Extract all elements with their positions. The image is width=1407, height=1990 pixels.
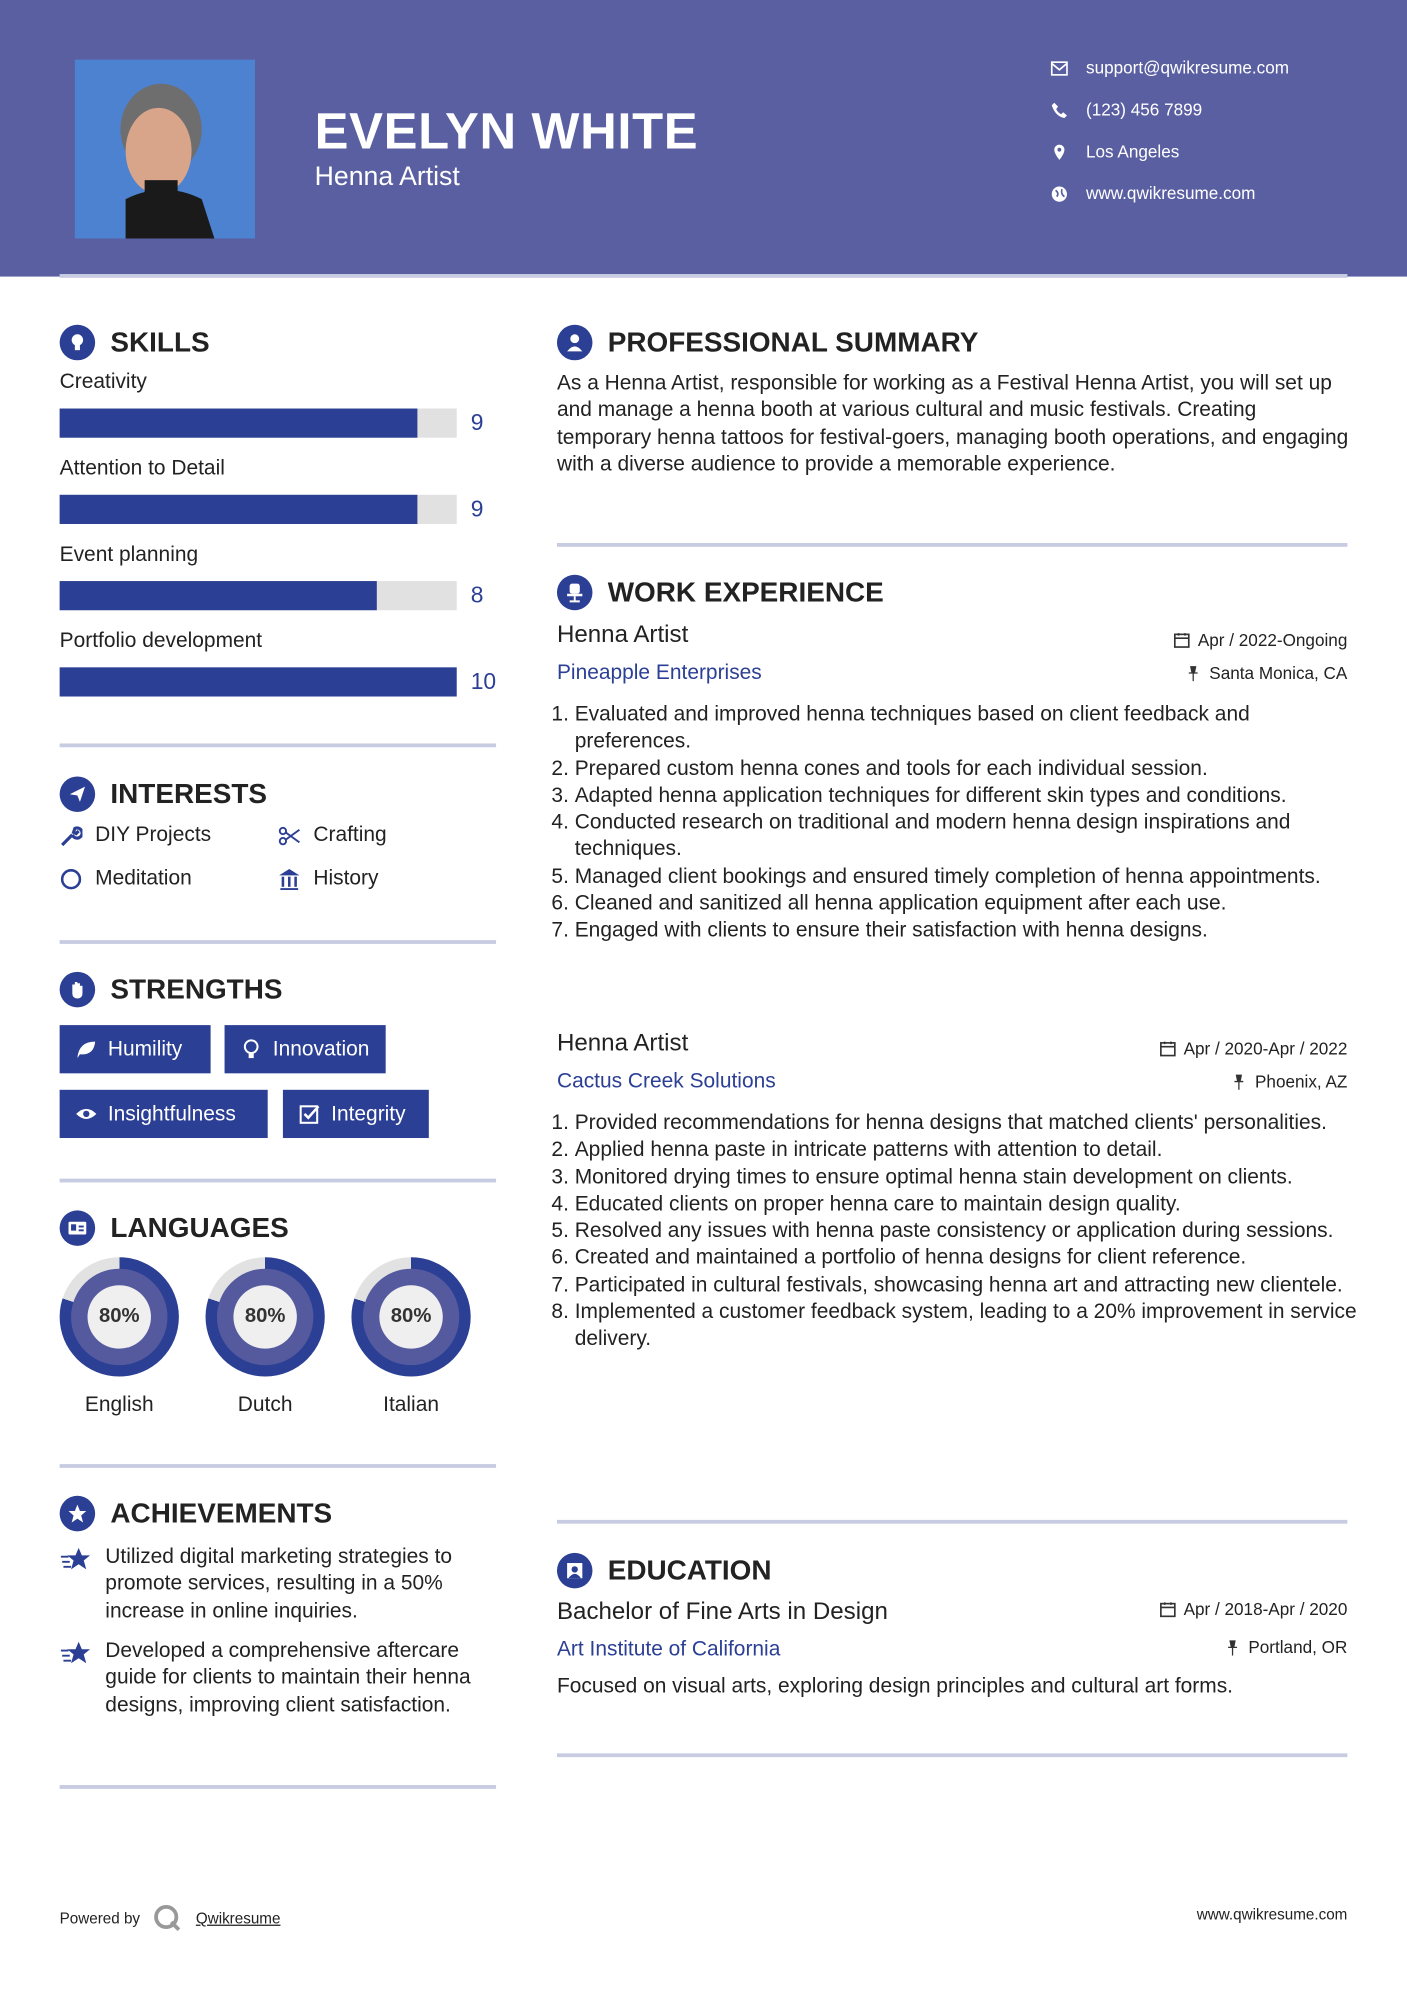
- job-location: [1185, 664, 1347, 683]
- contact-email[interactable]: [1050, 58, 1289, 77]
- pin-icon: [1185, 665, 1201, 681]
- calendar-icon: [1159, 1601, 1175, 1617]
- website-text: www.qwikresume.com: [1086, 183, 1256, 203]
- strength-label: Innovation: [272, 1037, 370, 1060]
- language-percent: 80%: [233, 1285, 296, 1348]
- lightbulb-icon: [240, 1038, 263, 1061]
- section-title: STRENGTHS: [110, 973, 283, 1005]
- job-dates: [1159, 1039, 1347, 1058]
- calendar-icon: [1159, 1040, 1175, 1056]
- duty-item: 4. Educated clients on proper henna care to maintain design quality.: [575, 1191, 1368, 1218]
- contact-location: [1050, 142, 1179, 161]
- duty-item: 8. Implemented a customer feedback system, leading to a 20% improvement in service delivery.: [575, 1299, 1368, 1353]
- language-label: Dutch: [237, 1393, 293, 1416]
- degree: Bachelor of Fine Arts in Design: [556, 1598, 888, 1626]
- education-description: Focused on visual arts, exploring design principles and cultural art forms.: [556, 1674, 1233, 1698]
- star-icon: [60, 1640, 93, 1668]
- skill-bar: [60, 581, 457, 610]
- interest-label: DIY Projects: [95, 823, 212, 847]
- duty-item: 5. Managed client bookings and ensured timely completion of henna appointments.: [575, 864, 1368, 891]
- achievement-item: [60, 1544, 491, 1625]
- education-dates: [1159, 1600, 1347, 1619]
- section-title: PROFESSIONAL SUMMARY: [607, 326, 979, 358]
- chair-icon: [557, 575, 593, 611]
- contact-website[interactable]: [1050, 184, 1255, 203]
- map-pin-icon: [1050, 143, 1068, 161]
- duties-list: [557, 702, 1368, 945]
- language-percent: 80%: [379, 1285, 442, 1348]
- duty-item: 2. Applied henna paste in intricate patterns with attention to detail.: [575, 1137, 1368, 1164]
- achievement-item: [60, 1638, 491, 1719]
- education-location: [1224, 1638, 1347, 1657]
- divider: [60, 743, 496, 747]
- divider: [60, 940, 496, 944]
- achievements-heading: [60, 1496, 333, 1532]
- skill-label: Event planning: [59, 543, 199, 566]
- duty-item: 4. Conducted research on traditional and modern henna design inspirations and techniques.: [575, 810, 1368, 864]
- interest-item: [278, 823, 387, 847]
- skill-bar: [60, 495, 457, 524]
- interest-label: Crafting: [313, 823, 387, 847]
- strength-label: Integrity: [331, 1101, 406, 1125]
- globe-icon: [1050, 185, 1068, 203]
- education-heading: [557, 1553, 772, 1589]
- phone-text: (123) 456 7899: [1086, 100, 1203, 120]
- skill-value: 8: [470, 582, 484, 608]
- languages-heading: [60, 1210, 289, 1246]
- wrench-icon: [60, 824, 83, 847]
- achievement-text: Utilized digital marketing strategies to promote services, resulting in a 50% increase in online inquiries.: [105, 1545, 453, 1623]
- strength-label: Insightfulness: [107, 1101, 236, 1125]
- skill-value: 9: [470, 409, 484, 436]
- section-title: EDUCATION: [607, 1554, 772, 1586]
- skill-bar-fill: [60, 581, 378, 610]
- strength-badge: [60, 1025, 211, 1073]
- email-text: support@qwikresume.com: [1086, 58, 1290, 78]
- duty-item: 3. Monitored drying times to ensure optimal henna stain development on clients.: [575, 1164, 1368, 1191]
- duty-item: 6. Created and maintained a portfolio of henna designs for client reference.: [575, 1245, 1368, 1272]
- bank-icon: [278, 867, 301, 890]
- job-dates: [1174, 631, 1348, 650]
- user-icon: [557, 325, 593, 361]
- duty-item: 7. Participated in cultural festivals, showcasing henna art and attracting new clientele.: [575, 1272, 1368, 1299]
- strengths-heading: [60, 972, 283, 1008]
- language-donut: [206, 1257, 325, 1376]
- divider: [557, 543, 1347, 547]
- calendar-icon: [1174, 632, 1190, 648]
- duty-item: 2. Prepared custom henna cones and tools for each individual session.: [575, 756, 1368, 783]
- skill-bar: [60, 409, 457, 438]
- paper-plane-icon: [60, 776, 96, 812]
- divider: [557, 1753, 1347, 1757]
- location-text: Los Angeles: [1086, 142, 1180, 162]
- company-name: Cactus Creek Solutions: [556, 1069, 776, 1093]
- skills-heading: [60, 325, 210, 361]
- skill-bar-fill: [60, 409, 417, 438]
- location-text: Phoenix, AZ: [1255, 1072, 1348, 1092]
- language-percent: 80%: [88, 1285, 151, 1348]
- envelope-icon: [1050, 59, 1068, 77]
- skill-bar: [60, 667, 457, 696]
- lightbulb-icon: [60, 325, 96, 361]
- footer-branding: [60, 1903, 281, 1933]
- language-label: English: [84, 1393, 154, 1416]
- duty-item: 6. Cleaned and sanitized all henna application equipment after each use.: [575, 891, 1368, 918]
- interests-heading: [60, 776, 267, 812]
- star-badge-icon: [60, 1496, 96, 1532]
- job-title: Henna Artist: [556, 621, 689, 649]
- check-square-icon: [298, 1103, 321, 1126]
- candidate-name: EVELYN WHITE: [314, 104, 699, 160]
- pin-icon: [1231, 1073, 1247, 1089]
- language-donut: [351, 1257, 470, 1376]
- location-text: Portland, OR: [1248, 1637, 1348, 1657]
- job-title: Henna Artist: [556, 1030, 689, 1057]
- interest-label: History: [313, 866, 379, 890]
- eye-icon: [75, 1103, 98, 1126]
- divider: [60, 1179, 496, 1183]
- duty-item: 1. Provided recommendations for henna designs that matched clients' personalities.: [575, 1110, 1368, 1137]
- experience-heading: [557, 575, 884, 611]
- scissors-icon: [278, 824, 301, 847]
- interest-item: [60, 867, 192, 891]
- company-name: Pineapple Enterprises: [556, 660, 762, 684]
- job-location: [1231, 1072, 1347, 1091]
- location-text: Santa Monica, CA: [1209, 663, 1348, 683]
- divider: [557, 1520, 1347, 1524]
- leaf-icon: [75, 1038, 98, 1061]
- strength-label: Humility: [107, 1037, 183, 1060]
- interest-label: Meditation: [95, 866, 192, 890]
- interest-item: [278, 867, 379, 891]
- skill-label: Attention to Detail: [59, 456, 225, 480]
- section-title: ACHIEVEMENTS: [110, 1497, 333, 1529]
- dates-text: Apr / 2020-Apr / 2022: [1183, 1039, 1348, 1059]
- skill-value: 9: [470, 496, 484, 522]
- footer-website[interactable]: www.qwikresume.com: [1196, 1905, 1348, 1924]
- section-title: WORK EXPERIENCE: [607, 575, 884, 608]
- duties-list: [557, 1110, 1368, 1353]
- hand-icon: [60, 972, 96, 1008]
- language-donut: [60, 1257, 179, 1376]
- duty-item: 1. Evaluated and improved henna techniques based on client feedback and preferences.: [575, 702, 1368, 756]
- pin-icon: [1224, 1639, 1240, 1655]
- duty-item: 5. Resolved any issues with henna paste consistency or application during sessions.: [575, 1218, 1368, 1245]
- divider: [60, 1785, 496, 1789]
- interest-item: [60, 823, 211, 847]
- contact-phone: [1050, 100, 1202, 119]
- duty-item: 3. Adapted henna application techniques for different skin types and conditions.: [575, 783, 1368, 810]
- strength-badge: [60, 1090, 268, 1138]
- duty-item: 7. Engaged with clients to ensure their satisfaction with henna designs.: [575, 918, 1368, 945]
- section-title: INTERESTS: [110, 777, 268, 810]
- profile-photo: [75, 60, 255, 239]
- language-label: Italian: [383, 1393, 439, 1416]
- skill-value: 10: [470, 668, 497, 694]
- dates-text: Apr / 2022-Ongoing: [1197, 630, 1348, 650]
- skill-label: Portfolio development: [59, 629, 263, 653]
- section-title: SKILLS: [110, 326, 210, 358]
- graduate-icon: [557, 1553, 593, 1589]
- school: Art Institute of California: [556, 1637, 781, 1661]
- powered-by-text: Powered by: [59, 1909, 141, 1928]
- star-icon: [60, 1547, 93, 1575]
- skill-bar-fill: [60, 667, 457, 696]
- achievement-text: Developed a comprehensive aftercare guide for clients to maintain their henna designs, improving client satisfaction.: [105, 1639, 471, 1717]
- qwikresume-logo-icon: [153, 1903, 183, 1933]
- dates-text: Apr / 2018-Apr / 2020: [1183, 1599, 1348, 1619]
- skill-label: Creativity: [59, 370, 147, 394]
- summary-text: As a Henna Artist, responsible for working as a Festival Henna Artist, you will set up and manage a henna booth at various cultural and music festivals. Creating temporary henna tattoos for festival-goers, managing booth operations, and engaging with a diverse audience to provide a memorable experience.: [556, 371, 1349, 476]
- divider: [60, 1464, 496, 1468]
- header-divider: [60, 274, 1348, 278]
- circle-icon: [60, 867, 83, 890]
- strength-badge: [225, 1025, 386, 1073]
- candidate-title: Henna Artist: [314, 162, 460, 192]
- language-card-icon: [60, 1210, 96, 1246]
- section-title: LANGUAGES: [110, 1211, 289, 1244]
- skill-bar-fill: [60, 495, 417, 524]
- phone-icon: [1050, 101, 1068, 119]
- summary-heading: [557, 325, 978, 361]
- strength-badge: [283, 1090, 429, 1138]
- qwikresume-link[interactable]: Qwikresume: [195, 1909, 281, 1928]
